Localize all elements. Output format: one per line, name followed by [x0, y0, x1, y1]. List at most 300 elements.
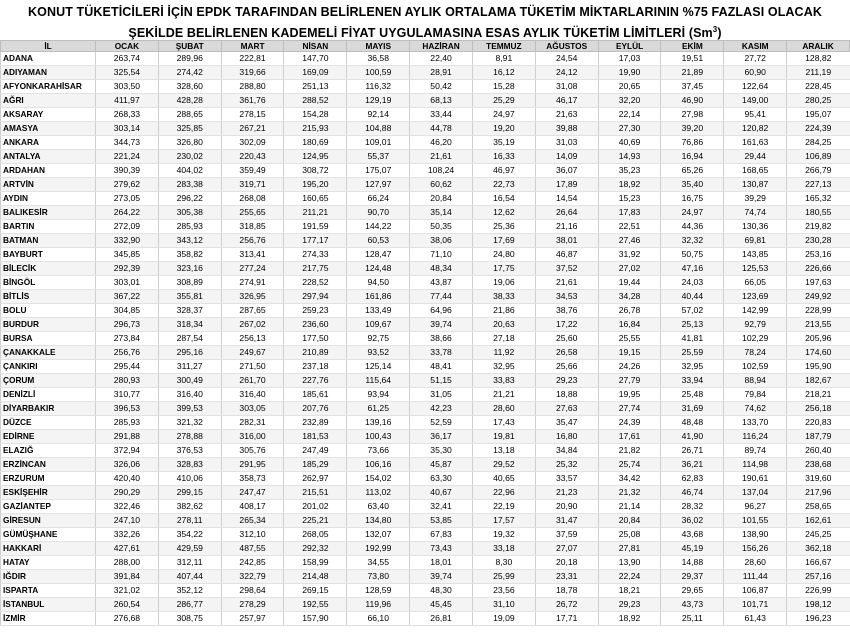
value-cell: 40,67 — [410, 486, 473, 500]
value-cell: 23,56 — [472, 584, 535, 598]
value-cell: 408,17 — [221, 500, 284, 514]
value-cell: 34,42 — [598, 472, 661, 486]
value-cell: 260,40 — [787, 444, 850, 458]
value-cell: 15,28 — [472, 80, 535, 94]
province-name-cell: AFYONKARAHİSAR — [1, 80, 96, 94]
table-row — [1, 52, 850, 66]
value-cell: 41,81 — [661, 332, 724, 346]
value-cell: 128,47 — [347, 248, 410, 262]
province-name-cell: DÜZCE — [1, 416, 96, 430]
value-cell: 195,20 — [284, 178, 347, 192]
value-cell: 48,30 — [410, 584, 473, 598]
value-cell: 362,18 — [787, 542, 850, 556]
table-row — [1, 290, 850, 304]
value-cell: 21,82 — [598, 444, 661, 458]
value-cell: 313,41 — [221, 248, 284, 262]
value-cell: 288,80 — [221, 80, 284, 94]
table-row — [1, 598, 850, 612]
value-cell: 20,90 — [535, 500, 598, 514]
value-cell: 247,47 — [221, 486, 284, 500]
value-cell: 319,60 — [787, 472, 850, 486]
value-cell: 305,38 — [158, 206, 221, 220]
value-cell: 79,84 — [724, 388, 787, 402]
value-cell: 43,87 — [410, 276, 473, 290]
value-cell: 187,79 — [787, 430, 850, 444]
value-cell: 157,90 — [284, 612, 347, 626]
value-cell: 36,07 — [535, 164, 598, 178]
value-cell: 24,39 — [598, 416, 661, 430]
value-cell: 154,28 — [284, 108, 347, 122]
value-cell: 227,76 — [284, 374, 347, 388]
value-cell: 52,59 — [410, 416, 473, 430]
province-name-cell: DENİZLİ — [1, 388, 96, 402]
value-cell: 149,00 — [724, 94, 787, 108]
value-cell: 396,53 — [96, 402, 159, 416]
value-cell: 106,16 — [347, 458, 410, 472]
value-cell: 66,24 — [347, 192, 410, 206]
province-name-cell: BURSA — [1, 332, 96, 346]
value-cell: 111,44 — [724, 570, 787, 584]
value-cell: 36,58 — [347, 52, 410, 66]
value-cell: 24,12 — [535, 66, 598, 80]
value-cell: 71,10 — [410, 248, 473, 262]
value-cell: 31,69 — [661, 402, 724, 416]
value-cell: 33,18 — [472, 542, 535, 556]
value-cell: 29,37 — [661, 570, 724, 584]
value-cell: 24,97 — [472, 108, 535, 122]
value-cell: 14,54 — [535, 192, 598, 206]
value-cell: 66,05 — [724, 276, 787, 290]
value-cell: 318,85 — [221, 220, 284, 234]
value-cell: 113,02 — [347, 486, 410, 500]
province-name-cell: ANKARA — [1, 136, 96, 150]
value-cell: 372,94 — [96, 444, 159, 458]
value-cell: 288,00 — [96, 556, 159, 570]
value-cell: 273,84 — [96, 332, 159, 346]
value-cell: 19,32 — [472, 528, 535, 542]
value-cell: 427,61 — [96, 542, 159, 556]
value-cell: 26,64 — [535, 206, 598, 220]
value-cell: 319,66 — [221, 66, 284, 80]
province-name-cell: BİNGÖL — [1, 276, 96, 290]
value-cell: 50,35 — [410, 220, 473, 234]
value-cell: 14,93 — [598, 150, 661, 164]
table-row — [1, 220, 850, 234]
value-cell: 22,24 — [598, 570, 661, 584]
value-cell: 47,16 — [661, 262, 724, 276]
value-cell: 391,84 — [96, 570, 159, 584]
value-cell: 19,44 — [598, 276, 661, 290]
value-cell: 106,87 — [724, 584, 787, 598]
subtitle-close: ) — [717, 26, 722, 40]
value-cell: 22,14 — [598, 108, 661, 122]
province-name-cell: ANTALYA — [1, 150, 96, 164]
value-cell: 267,21 — [221, 122, 284, 136]
value-cell: 168,65 — [724, 164, 787, 178]
column-header-month: NİSAN — [284, 41, 347, 52]
province-name-cell: ÇANKIRI — [1, 360, 96, 374]
value-cell: 13,90 — [598, 556, 661, 570]
value-cell: 123,69 — [724, 290, 787, 304]
value-cell: 138,90 — [724, 528, 787, 542]
province-name-cell: AMASYA — [1, 122, 96, 136]
value-cell: 274,42 — [158, 66, 221, 80]
value-cell: 46,20 — [410, 136, 473, 150]
column-header-month: KASIM — [724, 41, 787, 52]
value-cell: 45,45 — [410, 598, 473, 612]
value-cell: 185,29 — [284, 458, 347, 472]
value-cell: 326,80 — [158, 136, 221, 150]
value-cell: 27,02 — [598, 262, 661, 276]
value-cell: 272,09 — [96, 220, 159, 234]
value-cell: 22,51 — [598, 220, 661, 234]
table-row — [1, 458, 850, 472]
value-cell: 256,13 — [221, 332, 284, 346]
value-cell: 43,68 — [661, 528, 724, 542]
value-cell: 222,81 — [221, 52, 284, 66]
table-row — [1, 374, 850, 388]
value-cell: 45,87 — [410, 458, 473, 472]
value-cell: 278,11 — [158, 514, 221, 528]
value-cell: 237,18 — [284, 360, 347, 374]
value-cell: 27,46 — [598, 234, 661, 248]
value-cell: 25,74 — [598, 458, 661, 472]
province-name-cell: BURDUR — [1, 318, 96, 332]
value-cell: 11,92 — [472, 346, 535, 360]
value-cell: 249,92 — [787, 290, 850, 304]
value-cell: 68,13 — [410, 94, 473, 108]
province-name-cell: GÜMÜŞHANE — [1, 528, 96, 542]
value-cell: 27,98 — [661, 108, 724, 122]
value-cell: 42,23 — [410, 402, 473, 416]
column-header-month: EKİM — [661, 41, 724, 52]
province-name-cell: AĞRI — [1, 94, 96, 108]
province-name-cell: HATAY — [1, 556, 96, 570]
table-row — [1, 66, 850, 80]
value-cell: 161,63 — [724, 136, 787, 150]
value-cell: 166,67 — [787, 556, 850, 570]
value-cell: 89,74 — [724, 444, 787, 458]
value-cell: 344,73 — [96, 136, 159, 150]
value-cell: 17,03 — [598, 52, 661, 66]
value-cell: 34,28 — [598, 290, 661, 304]
value-cell: 17,57 — [472, 514, 535, 528]
province-name-cell: İSTANBUL — [1, 598, 96, 612]
table-row — [1, 234, 850, 248]
value-cell: 230,28 — [787, 234, 850, 248]
value-cell: 25,32 — [535, 458, 598, 472]
value-cell: 27,07 — [535, 542, 598, 556]
value-cell: 343,12 — [158, 234, 221, 248]
value-cell: 16,12 — [472, 66, 535, 80]
value-cell: 247,10 — [96, 514, 159, 528]
value-cell: 376,53 — [158, 444, 221, 458]
value-cell: 38,66 — [410, 332, 473, 346]
value-cell: 429,59 — [158, 542, 221, 556]
table-row — [1, 430, 850, 444]
value-cell: 16,94 — [661, 150, 724, 164]
value-cell: 12,62 — [472, 206, 535, 220]
table-row — [1, 206, 850, 220]
value-cell: 39,74 — [410, 570, 473, 584]
value-cell: 267,02 — [221, 318, 284, 332]
value-cell: 22,40 — [410, 52, 473, 66]
value-cell: 319,71 — [221, 178, 284, 192]
value-cell: 228,45 — [787, 80, 850, 94]
value-cell: 64,96 — [410, 304, 473, 318]
province-name-cell: BATMAN — [1, 234, 96, 248]
value-cell: 16,75 — [661, 192, 724, 206]
value-cell: 32,41 — [410, 500, 473, 514]
value-cell: 295,16 — [158, 346, 221, 360]
value-cell: 119,96 — [347, 598, 410, 612]
value-cell: 180,69 — [284, 136, 347, 150]
value-cell: 230,02 — [158, 150, 221, 164]
value-cell: 359,49 — [221, 164, 284, 178]
value-cell: 21,16 — [535, 220, 598, 234]
value-cell: 78,24 — [724, 346, 787, 360]
value-cell: 278,29 — [221, 598, 284, 612]
value-cell: 207,76 — [284, 402, 347, 416]
value-cell: 154,02 — [347, 472, 410, 486]
value-cell: 144,22 — [347, 220, 410, 234]
table-row — [1, 332, 850, 346]
value-cell: 17,75 — [472, 262, 535, 276]
value-cell: 367,22 — [96, 290, 159, 304]
value-cell: 14,88 — [661, 556, 724, 570]
value-cell: 33,78 — [410, 346, 473, 360]
value-cell: 311,27 — [158, 360, 221, 374]
value-cell: 190,61 — [724, 472, 787, 486]
value-cell: 34,55 — [347, 556, 410, 570]
table-row — [1, 402, 850, 416]
value-cell: 66,10 — [347, 612, 410, 626]
value-cell: 242,85 — [221, 556, 284, 570]
value-cell: 17,69 — [472, 234, 535, 248]
value-cell: 19,95 — [598, 388, 661, 402]
value-cell: 264,22 — [96, 206, 159, 220]
page-subtitle — [0, 21, 850, 38]
value-cell: 100,43 — [347, 430, 410, 444]
value-cell: 268,08 — [221, 192, 284, 206]
value-cell: 19,06 — [472, 276, 535, 290]
value-cell: 19,81 — [472, 430, 535, 444]
value-cell: 16,33 — [472, 150, 535, 164]
value-cell: 125,53 — [724, 262, 787, 276]
value-cell: 283,38 — [158, 178, 221, 192]
value-cell: 25,99 — [472, 570, 535, 584]
value-cell: 288,52 — [284, 94, 347, 108]
value-cell: 17,83 — [598, 206, 661, 220]
value-cell: 74,62 — [724, 402, 787, 416]
value-cell: 41,90 — [661, 430, 724, 444]
value-cell: 62,83 — [661, 472, 724, 486]
value-cell: 251,13 — [284, 80, 347, 94]
value-cell: 33,44 — [410, 108, 473, 122]
value-cell: 77,44 — [410, 290, 473, 304]
value-cell: 50,42 — [410, 80, 473, 94]
value-cell: 23,31 — [535, 570, 598, 584]
value-cell: 296,22 — [158, 192, 221, 206]
value-cell: 316,40 — [221, 388, 284, 402]
value-cell: 215,51 — [284, 486, 347, 500]
value-cell: 196,23 — [787, 612, 850, 626]
value-cell: 225,21 — [284, 514, 347, 528]
province-name-cell: ISPARTA — [1, 584, 96, 598]
unit-exponent: 3 — [712, 25, 718, 34]
value-cell: 180,55 — [787, 206, 850, 220]
value-cell: 35,19 — [472, 136, 535, 150]
page-title: KONUT TÜKETİCİLERİ İÇİN EPDK TARAFINDAN BELİRLENEN AYLIK ORTALAMA TÜKETİM MİKTARLARININ %75 FAZLASI OLACAK — [28, 5, 822, 19]
value-cell: 38,06 — [410, 234, 473, 248]
value-cell: 25,11 — [661, 612, 724, 626]
value-cell: 220,83 — [787, 416, 850, 430]
table-row — [1, 444, 850, 458]
table-row — [1, 388, 850, 402]
value-cell: 328,37 — [158, 304, 221, 318]
value-cell: 93,94 — [347, 388, 410, 402]
value-cell: 32,95 — [472, 360, 535, 374]
value-cell: 31,47 — [535, 514, 598, 528]
value-cell: 224,39 — [787, 122, 850, 136]
province-name-cell: ELAZIĞ — [1, 444, 96, 458]
value-cell: 143,85 — [724, 248, 787, 262]
value-cell: 31,05 — [410, 388, 473, 402]
value-cell: 76,86 — [661, 136, 724, 150]
value-cell: 20,84 — [410, 192, 473, 206]
value-cell: 211,19 — [787, 66, 850, 80]
value-cell: 40,44 — [661, 290, 724, 304]
value-cell: 31,08 — [535, 80, 598, 94]
value-cell: 65,26 — [661, 164, 724, 178]
value-cell: 21,32 — [598, 486, 661, 500]
value-cell: 271,50 — [221, 360, 284, 374]
value-cell: 39,29 — [724, 192, 787, 206]
value-cell: 46,17 — [535, 94, 598, 108]
value-cell: 261,70 — [221, 374, 284, 388]
value-cell: 276,68 — [96, 612, 159, 626]
value-cell: 214,48 — [284, 570, 347, 584]
province-name-cell: ADIYAMAN — [1, 66, 96, 80]
value-cell: 280,93 — [96, 374, 159, 388]
value-cell: 221,24 — [96, 150, 159, 164]
value-cell: 201,02 — [284, 500, 347, 514]
value-cell: 274,33 — [284, 248, 347, 262]
value-cell: 22,73 — [472, 178, 535, 192]
value-cell: 29,44 — [724, 150, 787, 164]
value-cell: 198,12 — [787, 598, 850, 612]
value-cell: 325,85 — [158, 122, 221, 136]
value-cell: 292,39 — [96, 262, 159, 276]
value-cell: 326,06 — [96, 458, 159, 472]
value-cell: 44,36 — [661, 220, 724, 234]
value-cell: 48,48 — [661, 416, 724, 430]
value-cell: 352,12 — [158, 584, 221, 598]
value-cell: 26,78 — [598, 304, 661, 318]
value-cell: 116,24 — [724, 430, 787, 444]
value-cell: 197,63 — [787, 276, 850, 290]
value-cell: 33,94 — [661, 374, 724, 388]
value-cell: 109,67 — [347, 318, 410, 332]
value-cell: 21,61 — [535, 276, 598, 290]
value-cell: 303,01 — [96, 276, 159, 290]
value-cell: 31,10 — [472, 598, 535, 612]
value-cell: 60,62 — [410, 178, 473, 192]
value-cell: 18,78 — [535, 584, 598, 598]
value-cell: 29,65 — [661, 584, 724, 598]
value-cell: 217,75 — [284, 262, 347, 276]
value-cell: 262,97 — [284, 472, 347, 486]
value-cell: 303,05 — [221, 402, 284, 416]
header-row — [1, 41, 850, 52]
value-cell: 158,99 — [284, 556, 347, 570]
value-cell: 60,53 — [347, 234, 410, 248]
value-cell: 160,65 — [284, 192, 347, 206]
province-name-cell: HAKKARİ — [1, 542, 96, 556]
value-cell: 27,63 — [535, 402, 598, 416]
value-cell: 139,16 — [347, 416, 410, 430]
value-cell: 390,39 — [96, 164, 159, 178]
value-cell: 21,21 — [472, 388, 535, 402]
value-cell: 115,64 — [347, 374, 410, 388]
value-cell: 332,90 — [96, 234, 159, 248]
value-cell: 19,20 — [472, 122, 535, 136]
value-cell: 38,33 — [472, 290, 535, 304]
value-cell: 228,99 — [787, 304, 850, 318]
value-cell: 268,05 — [284, 528, 347, 542]
value-cell: 94,50 — [347, 276, 410, 290]
value-cell: 45,19 — [661, 542, 724, 556]
value-cell: 16,80 — [535, 430, 598, 444]
value-cell: 361,76 — [221, 94, 284, 108]
value-cell: 358,73 — [221, 472, 284, 486]
value-cell: 185,61 — [284, 388, 347, 402]
value-cell: 29,23 — [535, 374, 598, 388]
value-cell: 19,15 — [598, 346, 661, 360]
value-cell: 28,60 — [472, 402, 535, 416]
value-cell: 299,15 — [158, 486, 221, 500]
value-cell: 109,01 — [347, 136, 410, 150]
value-cell: 61,43 — [724, 612, 787, 626]
province-name-cell: AKSARAY — [1, 108, 96, 122]
value-cell: 161,86 — [347, 290, 410, 304]
value-cell: 28,32 — [661, 500, 724, 514]
value-cell: 142,99 — [724, 304, 787, 318]
value-cell: 17,43 — [472, 416, 535, 430]
value-cell: 108,24 — [410, 164, 473, 178]
value-cell: 181,53 — [284, 430, 347, 444]
value-cell: 332,26 — [96, 528, 159, 542]
table-row — [1, 164, 850, 178]
value-cell: 487,55 — [221, 542, 284, 556]
value-cell: 295,44 — [96, 360, 159, 374]
value-cell: 245,25 — [787, 528, 850, 542]
value-cell: 213,55 — [787, 318, 850, 332]
table-row — [1, 248, 850, 262]
value-cell: 273,05 — [96, 192, 159, 206]
value-cell: 46,90 — [661, 94, 724, 108]
value-cell: 33,57 — [535, 472, 598, 486]
value-cell: 278,88 — [158, 430, 221, 444]
value-cell: 20,65 — [598, 80, 661, 94]
value-cell: 14,09 — [535, 150, 598, 164]
province-name-cell: BİTLİS — [1, 290, 96, 304]
value-cell: 177,17 — [284, 234, 347, 248]
value-cell: 312,10 — [221, 528, 284, 542]
value-cell: 21,23 — [535, 486, 598, 500]
value-cell: 305,76 — [221, 444, 284, 458]
value-cell: 280,25 — [787, 94, 850, 108]
